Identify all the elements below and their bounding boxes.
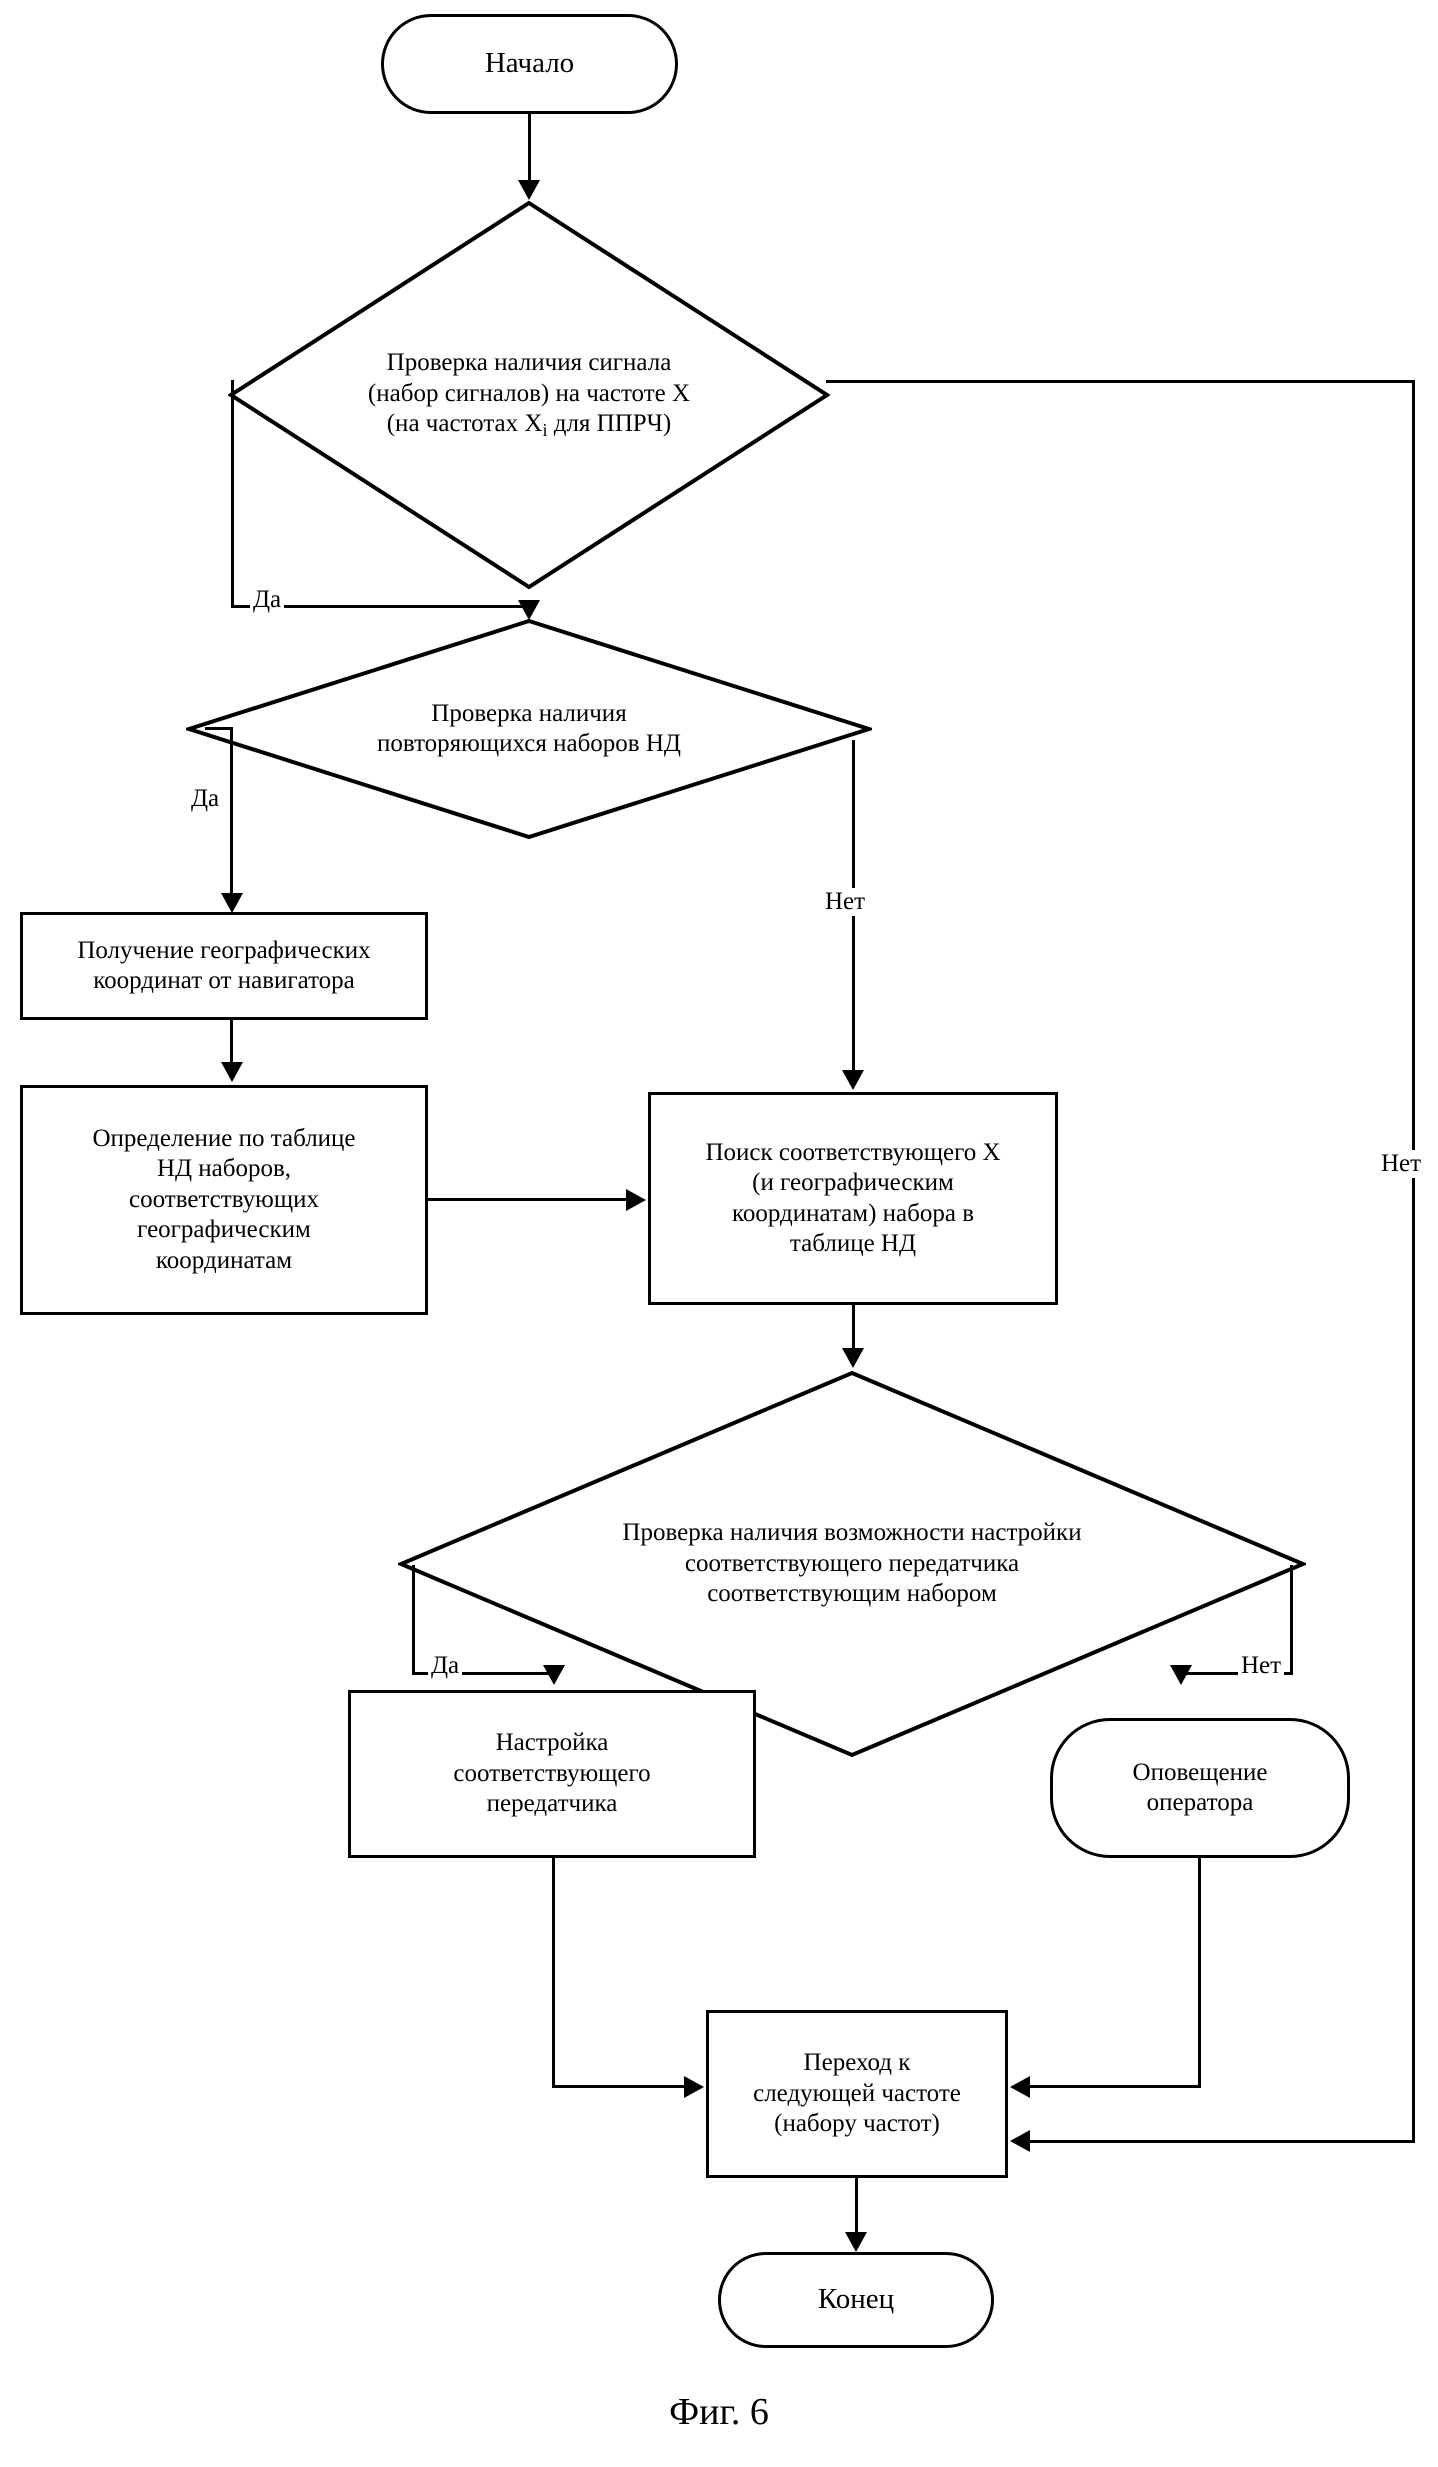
edge-notify-to-next-freq-vertical [1198, 1858, 1201, 2088]
node-notify [1050, 1718, 1350, 1858]
node-end-label: Конец [817, 2283, 895, 2316]
node-search-set-line2: (и географическим [752, 1169, 954, 1196]
node-check-signal-text [228, 200, 830, 590]
arrowhead-search-set [842, 1070, 864, 1090]
arrowhead-next-freq-right-2 [1010, 2130, 1030, 2152]
figure-caption: Фиг. 6 [669, 2391, 769, 2433]
node-check-signal-line1: Проверка наличия сигнала [386, 349, 672, 376]
edge-start-to-check-signal [528, 114, 531, 184]
node-tune-line2: соответствующего [453, 1759, 651, 1787]
node-check-signal-line2: (набор сигналов) на частоте X [367, 379, 691, 407]
edge-label-no-3: Нет [1238, 1652, 1284, 1680]
node-define-sets-line1: Определение по таблице [92, 1124, 356, 1152]
edge-check-repeat-yes-horizontal [205, 727, 233, 730]
edge-check-signal-no-vertical [1412, 380, 1415, 2143]
node-start-label: Начало [484, 47, 575, 80]
edge-notify-to-next-freq-horizontal [1022, 2085, 1200, 2088]
node-define-sets-line4: географическим [137, 1216, 311, 1244]
arrowhead-search-set-left [626, 1189, 646, 1211]
arrowhead-get-coords [221, 893, 243, 913]
edge-define-sets-to-search-set [428, 1198, 633, 1201]
node-end [718, 2252, 994, 2348]
edge-tune-to-next-freq-vertical [552, 1858, 555, 2088]
node-check-repeat-text [186, 618, 872, 840]
edge-check-signal-no-to-nextfreq [1020, 2140, 1414, 2143]
arrowhead-end [845, 2232, 867, 2252]
arrowhead-check-signal [518, 180, 540, 200]
edge-check-tune-no-vertical [1290, 1565, 1293, 1675]
node-check-repeat-line1: Проверка наличия [431, 699, 627, 727]
arrowhead-check-repeat [518, 600, 540, 620]
node-tune [348, 1690, 756, 1858]
edge-label-no-1: Нет [1378, 1150, 1424, 1178]
node-next-freq [706, 2010, 1008, 2178]
edge-label-yes-3: Да [428, 1652, 462, 1680]
node-check-tune-line3: соответствующим набором [707, 1580, 997, 1608]
node-define-sets-line3: соответствующих [129, 1185, 319, 1213]
edge-label-no-2: Нет [822, 888, 868, 916]
node-check-signal-subscript: i [542, 420, 548, 441]
node-get-coords [20, 912, 428, 1020]
node-notify-line1: Оповещение [1132, 1758, 1268, 1786]
node-define-sets-line2: НД наборов, [156, 1155, 292, 1183]
node-tune-line1: Настройка [495, 1729, 609, 1757]
arrowhead-tune [543, 1665, 565, 1685]
node-next-freq-line1: Переход к [803, 2049, 911, 2077]
node-start [381, 14, 678, 114]
edge-check-signal-yes-vertical [231, 380, 234, 608]
edge-label-yes-2: Да [188, 785, 222, 813]
arrowhead-define-sets [221, 1062, 243, 1082]
node-check-tune-line2: соответствующего передатчика [684, 1549, 1020, 1577]
arrowhead-check-tune [842, 1348, 864, 1368]
node-define-sets-line5: координатам [155, 1246, 293, 1274]
edge-tune-to-next-freq-horizontal [552, 2085, 692, 2088]
edge-label-yes-1: Да [250, 586, 284, 614]
node-define-sets [20, 1085, 428, 1315]
node-search-set-line3: координатам) набора в [731, 1199, 975, 1227]
edge-check-tune-yes-vertical [412, 1565, 415, 1675]
arrowhead-next-freq-left [684, 2076, 704, 2098]
node-search-set [648, 1092, 1058, 1305]
node-tune-line3: передатчика [486, 1790, 618, 1818]
edge-check-signal-no-horizontal [826, 380, 1415, 383]
node-check-signal-line3: (на частотах $X_i$ для ППРЧ) [386, 410, 672, 441]
node-search-set-line1: Поиск соответствующего X [705, 1138, 1001, 1166]
node-search-set-line4: таблице НД [789, 1230, 917, 1257]
node-get-coords-line1: Получение географических [77, 936, 371, 964]
node-notify-line2: оператора [1146, 1789, 1254, 1816]
node-check-repeat-line2: повторяющихся наборов НД [377, 730, 681, 757]
node-check-signal [228, 200, 830, 590]
arrowhead-next-freq-right-1 [1010, 2076, 1030, 2098]
node-check-tune-line1: Проверка наличия возможности настройки [622, 1519, 1082, 1547]
node-next-freq-line2: следующей частоте [753, 2079, 961, 2107]
node-check-repeat [186, 618, 872, 840]
node-next-freq-line3: (набору частот) [774, 2110, 940, 2138]
edge-check-repeat-yes-vertical [230, 727, 233, 900]
edge-next-freq-to-end [855, 2178, 858, 2240]
arrowhead-notify [1170, 1665, 1192, 1685]
node-get-coords-line2: координат от навигатора [93, 967, 355, 994]
